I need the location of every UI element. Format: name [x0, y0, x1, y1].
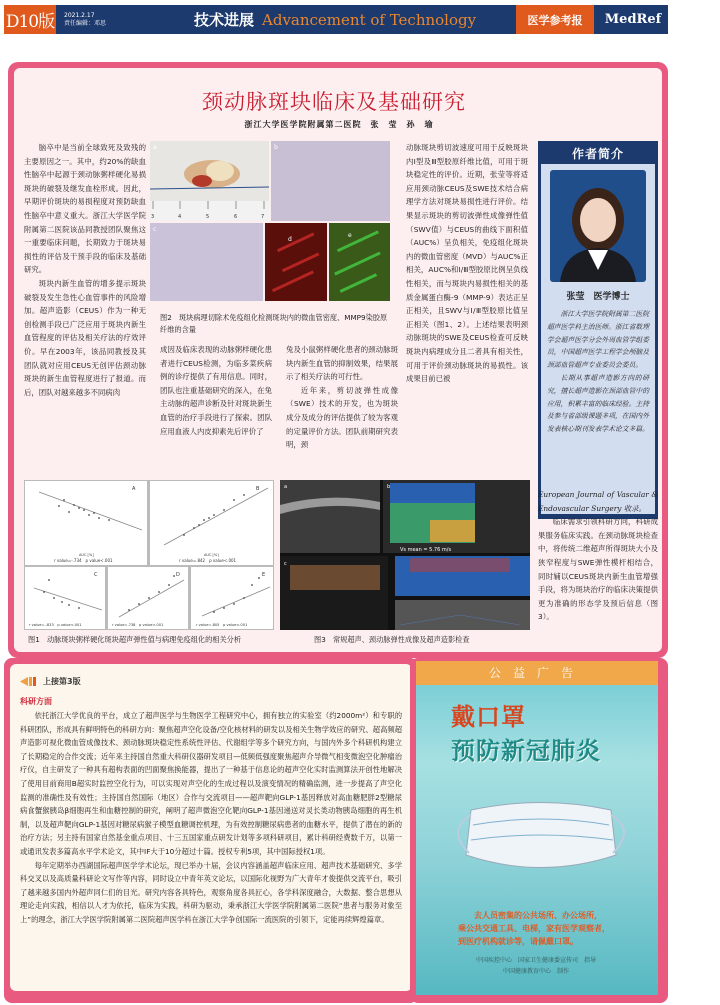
figure-1-caption: 图1 动脉斑块粥样硬化斑块超声弹性值与病理免疫组化的相关分析	[28, 635, 242, 644]
text-column-5	[538, 488, 658, 624]
panel-label: c	[284, 561, 287, 567]
paragraph: 每年定期举办西湖国际超声医学学术论坛，现已举办十届，会议内容涵盖超声临床应用、超声技术基础研究、多学科交叉以及高质量科研论文写作等内容，同时设立中青年英文论坛，以国际化视野为广大青年才俊提供交流平台，吸引了越来越多国内外超声同仁们的目光。研究内容各具特色，观察角度各具匠心，各学科深度融合，大数据、整合思想从理论走向实践，相信以人才为依托，临床为实践，科研为驱动，秉承浙江大学医学院附属第二医院“患者与服务对象至上”的理念，浙江大学医学院附属第二医院超声医学科在浙江大学争创国际一流医院的引领下，定能再续辉煌篇章。	[20, 860, 402, 924]
ruler-tick: 6	[234, 214, 238, 220]
brand-logo-en: MedRef	[604, 12, 662, 27]
continued-article-body	[10, 664, 412, 991]
paragraph: 脑卒中是当前全球致死及致残的主要原因之一。其中，约20%的缺血性脑卒中起源于颈动脉粥样硬化易损斑块的破裂及继发血栓形成。因此，早期评价斑块的易损程度对预防缺血性脑卒中意义重大。浙江大学医学院附属第二医院该品同教授团队聚焦这一重要临床问题，长期致力于斑块易损性的评估及干预手段的临床及基础研究。	[24, 143, 146, 275]
text-column-4	[406, 141, 528, 386]
issue-date: 2021.2.17	[64, 11, 95, 19]
ruler-tick: 3	[151, 214, 155, 220]
stats-label: r value=.842 p value<.001	[179, 558, 237, 563]
article-title: 颈动脉斑块临床及基础研究	[202, 90, 466, 114]
stats-label: r value=.738 p value<.001	[112, 623, 164, 627]
ruler-tick: 5	[206, 214, 210, 220]
ad-heading: 公益广告	[416, 661, 658, 685]
text-column-1	[24, 141, 146, 399]
author-name: 张莹 医学博士	[566, 292, 630, 302]
author-heading: 作者简介	[571, 147, 624, 161]
panel-label: D	[176, 572, 180, 578]
face-mask-icon	[441, 785, 641, 885]
issue-info	[64, 12, 134, 28]
figure-3-caption: 图3 常规超声、颈动脉弹性成像及超声造影检查	[314, 635, 470, 644]
article-body	[14, 68, 662, 652]
author-portrait-image	[550, 170, 646, 282]
panel-label: d	[288, 236, 292, 243]
paragraph: 成因及临床表现的动脉粥样硬化患者进行CEUS检测，为临多菜疾病例的诊疗提供了有用信息。同时，团队也注重基础研究的深入，在兔主动脉的超声诊断及针对斑块新生血管的治疗手段进行了探索。团队应用血液人内皮抑素先后评价了	[160, 345, 272, 436]
stats-label: r value=-.833 p value<.001	[29, 623, 82, 627]
section-title	[194, 9, 476, 30]
editor-line: 责任编辑：邓思	[64, 19, 107, 27]
ruler-tick: 4	[178, 214, 182, 220]
article-byline: 浙江大学医学院附属第二医院 张 莹 孙 瑜	[244, 120, 434, 129]
panel-label: C	[94, 572, 98, 578]
paragraph: European Journal of Vascular & Endovascular Surgery 收录。	[538, 490, 658, 513]
edition-badge: D10版	[4, 5, 56, 34]
paragraph: 依托浙江大学优良的平台，成立了超声医学与生物医学工程研究中心，拥有独立的实验室（约2000m²）和专职的科研团队，形成具有鲜明特色的科研方向：聚焦超声空化设备/空化核材料的研发以及相关生物学效应的研究、超高频超声造影可视化微血管成像技术、颈动脉斑块稳定性系统性评估、代谢组学等多个研究方向，与国内外多个科研机构建立了长期稳定的合作交流；近年来主持国自然重大科研仪器研发项目—低频低强度聚焦超声介导微气相变微泡空化肿瘤治疗仪，自主研发了一种具有超构表面的凹面聚焦换能器，提出了一种基于信息论的超声空化实时监测算法开创性地解决了使用目前商用B超实时监控空化行为，可以实现对声空化的生成过程以及演变情况的精确监测，进一步提高了声空化监测的准确性及有效性；主持国自然国际（地区）合作与交流项目——超声靶向GLP-1基因释放对高血糖肥胖2型糖尿病食蟹猴胰岛β细胞再生和血糖控制的研究，阐明了超声微泡空化靶向GLP-1基因递送对灵长类动物胰岛细胞的再生机制，以及超声靶向GLP-1基因对糖尿病猴子模型血糖调控机理，为有效控制糖尿病患者的血糖水平，提供了潜在的新的治疗方法；另主持有国家自然基金重点项目、十三五国家重点研发计划等多项科研项目，累计科研经费数千万，以第一或通讯发表多篇高水平学术论文，其中IF大于10分超过十篇。授权专利5项，其中国际授权1项。	[20, 711, 402, 856]
panel-label: a	[284, 484, 288, 490]
ad-line: 去人员密集的公共场所、办公场所，	[474, 910, 602, 920]
paragraph: 近年来，剪切波弹性成像（SWE）技术的开发，也为斑块成分及成分的评估提供了较为客观的定量评价方法。团队前期研究表明，颈	[286, 385, 398, 450]
paragraph: 兔及小鼠粥样硬化患者的颈动脉斑块内新生血管的抑制效果，结果展示了相关疗法的可行性。	[286, 345, 398, 382]
figure-3-ultrasound-images	[280, 480, 530, 630]
ad-headline-2: 预防新冠肺炎	[451, 737, 601, 765]
panel-label: b	[387, 484, 391, 490]
author-photo	[550, 170, 646, 282]
paragraph: 浙江大学医学院附属第二医院超声医学科主治医师。浙江省数理学会超声医学分会外周血管学组委员，中国超声医学工程学会颅脑及颈部血管超声专业委员会委员。	[547, 310, 649, 370]
paragraph: 临床需求引领科研方向，科研成果服务临床实践。在颈动脉斑块检查中，将传统二维超声所得斑块大小及狭窄程度与SWE弹性模杆相结合，同时辅以CEUS斑块内新生血管增强手段，将为斑块治疗的临床决策提供更为准确的形态学及预后信息（图3）。	[538, 517, 658, 622]
figure-2	[150, 141, 397, 301]
ruler-tick: 7	[261, 214, 265, 220]
public-service-ad	[410, 658, 668, 1003]
ad-headline-1: 戴口罩	[451, 703, 526, 731]
panel-label: c	[153, 226, 157, 233]
section-title-en: Advancement of Technology	[262, 11, 477, 29]
stats-label: r value=.805 p value<.001	[196, 623, 248, 627]
figure-1	[24, 480, 274, 630]
x-axis-label: AUC [%]	[204, 553, 219, 557]
article-panel	[8, 62, 668, 658]
panel-label: a	[153, 144, 157, 151]
masthead	[4, 5, 668, 34]
panel-label: E	[262, 572, 266, 578]
figure-3	[280, 480, 530, 630]
ad-line: 乘公共交通工具、电梯，家有医学观察者，	[458, 923, 610, 933]
author-profile-box	[538, 141, 658, 519]
paragraph: 斑块内新生血管的增多提示斑块破裂及发生急性心血管事件的风险增加。超声造影（CEUS）作为一种无创检测手段已广泛应用于斑块内新生血管程度的评估及相关疗法的疗效评价。早在2003年，该品同教授及其团队就对应用CEUS无创评估颈动脉斑块的新生血管程度进行了报道。而后，团队对越来越多不同病肉	[24, 278, 146, 397]
continued-from	[20, 676, 402, 687]
paragraph: 动脉斑块剪切波速度可用于反映斑块内Ⅰ型及Ⅲ型胶原纤维比值，可用于斑块稳定性的评价。近期，张莹等将适应用颈动脉CEUS及SWE技术结合病理学方法对斑块易损性进行评价。结果显示斑块的剪切波弹性成像弹性值（SWV值）与CEUS的曲线下面积值（AUC%）呈负相关，免疫组化斑块内的微血管密度（MVD）与AUC%正相关，AUC%和Ⅰ/Ⅲ型胶原比例呈负线性相关，而与斑块内易损性相关的基质金属蛋白酶-9（MMP-9）表达正呈正相关，且SWV与Ⅰ/Ⅲ型胶原比值呈正相关（图1、2）。上述结果表明颈动脉斑块的SWE及CEUS检查可反映斑块内病理成分且二者具有相关性，可用于评价颈动脉斑块的易损性。该成果目前已被	[406, 143, 528, 384]
brand-logo-cn: 医学参考报	[516, 5, 594, 34]
stats-label: r value=-.734 p value<.001	[54, 558, 113, 563]
text-column-3	[286, 343, 398, 452]
panel-label: b	[274, 144, 278, 151]
figure-1-scatterplots	[24, 480, 274, 630]
ad-footer-line: 中国疾控中心 国家卫生健康委宣传司 指导	[475, 957, 596, 964]
panel-label: e	[348, 232, 352, 239]
figure-2-image	[150, 141, 397, 301]
continued-label: 上接第3版	[43, 677, 81, 686]
section-subhead: 科研方面	[20, 697, 52, 706]
back-arrow-icon	[20, 677, 38, 686]
section-title-cn: 技术进展	[194, 11, 255, 29]
ad-footer-line: 中国健康教育中心 制作	[502, 968, 569, 975]
panel-label: A	[132, 486, 136, 492]
x-axis-label: AUC [%]	[79, 553, 94, 557]
panel-label: B	[256, 486, 260, 492]
ad-body-text	[458, 909, 638, 948]
continued-article-panel	[4, 658, 418, 1003]
ad-line: 到医疗机构就诊等，请佩戴口罩。	[458, 936, 578, 946]
ad-footer	[436, 955, 636, 977]
shear-wave-readout: Vs mean = 5.76 m/s	[400, 547, 452, 553]
figure-2-caption: 图2 斑块病理切除术免疫组化检测斑块内的微血管密度、MMP9染胶原纤维的含量	[160, 313, 388, 334]
text-column-2	[160, 343, 272, 438]
paragraph: 长期从事超声造影方向的研究，擅长超声造影在颈部血管中的应用，积累丰富的临床经验。主持及参与省部级课题多项，在国内外发表核心期刊发表学术论文多篇。	[547, 373, 649, 434]
author-bio	[547, 308, 649, 436]
